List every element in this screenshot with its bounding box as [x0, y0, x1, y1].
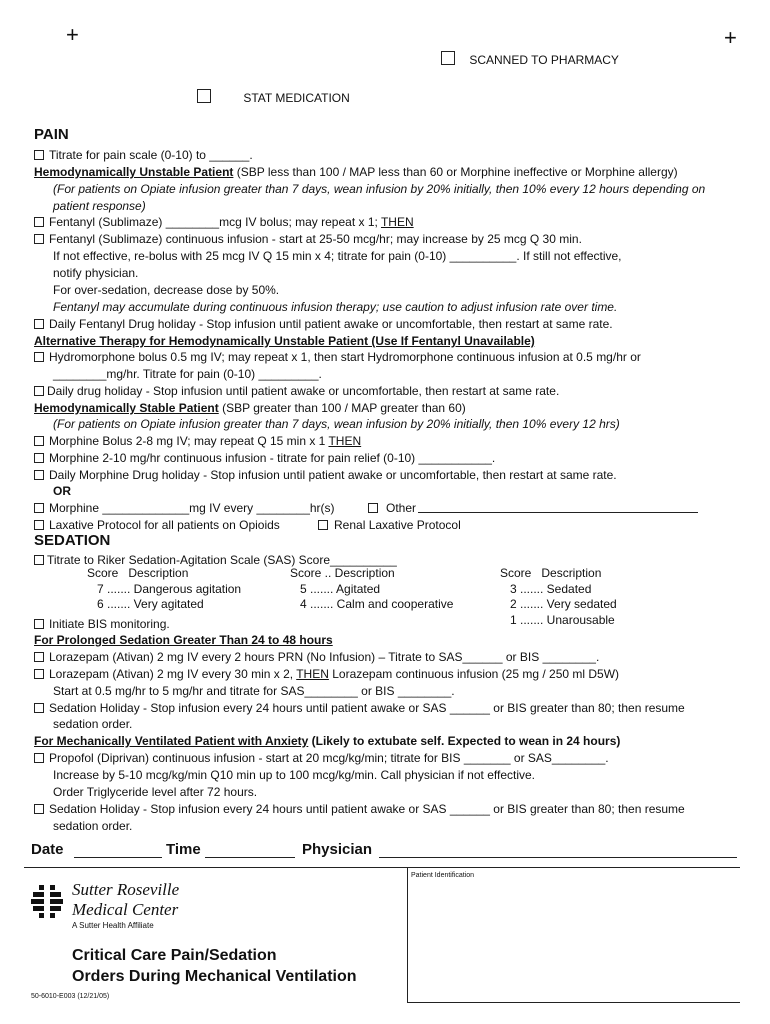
date-field[interactable]	[74, 857, 162, 858]
checkbox[interactable]	[34, 503, 44, 513]
footer-top-rule	[24, 867, 740, 868]
sedation-heading: SEDATION	[34, 532, 111, 549]
fentanyl-infusion-item[interactable]: Fentanyl (Sublimaze) continuous infusion - start at 25-50 mcg/hr; may increase by 25 mcg Q 30 min.	[34, 231, 582, 247]
unstable-note: (For patients on Opiate infusion greater than 7 days, wean infusion by 20% initially, then 10% every 12 hours depending on	[53, 182, 706, 196]
checkbox[interactable]	[34, 436, 44, 446]
sas-scale-column-3: Score Description 3 ....... Sedated 2 ....... Very sedated 1 ....... Unarousable	[500, 566, 617, 627]
footer-bottom-rule	[407, 1002, 740, 1003]
fentanyl-bolus-item[interactable]: Fentanyl (Sublimaze) ________mcg IV bolus; may repeat x 1; THEN	[34, 214, 414, 230]
mechanical-heading: For Mechanically Ventilated Patient with Anxiety (Likely to extubate self. Expected to wean in 24 hours)	[34, 734, 621, 748]
fentanyl-notify: notify physician.	[53, 266, 139, 280]
lorazepam-infusion-item[interactable]: Lorazepam (Ativan) 2 mg IV every 30 min x 2, THEN Lorazepam continuous infusion (25 mg / 250 ml D5W)	[34, 666, 619, 682]
fentanyl-holiday-item[interactable]: Daily Fentanyl Drug holiday - Stop infusion until patient awake or uncomfortable, then restart at same rate.	[34, 316, 613, 332]
checkbox[interactable]	[368, 503, 378, 513]
hydromorphone-holiday-item[interactable]: Daily drug holiday - Stop infusion until patient awake or uncomfortable, then restart at same rate.	[34, 383, 559, 399]
stat-medication-option[interactable]: STAT MEDICATION	[197, 89, 350, 105]
time-field[interactable]	[205, 857, 295, 858]
checkbox[interactable]	[34, 804, 44, 814]
pain-titrate-item[interactable]: Titrate for pain scale (0-10) to ______.	[34, 147, 253, 163]
stable-heading: Hemodynamically Stable Patient (SBP greater than 100 / MAP greater than 60)	[34, 401, 466, 415]
renal-laxative-item[interactable]: Renal Laxative Protocol	[318, 517, 461, 533]
hydromorphone-rate: ________mg/hr. Titrate for pain (0-10) _________.	[53, 367, 322, 381]
checkbox[interactable]	[34, 470, 44, 480]
or-label: OR	[53, 484, 71, 498]
lorazepam-prn-item[interactable]: Lorazepam (Ativan) 2 mg IV every 2 hours PRN (No Infusion) – Titrate to SAS______ or BIS ________.	[34, 649, 599, 665]
alternative-therapy-heading: Alternative Therapy for Hemodynamically Unstable Patient (Use If Fentanyl Unavailable)	[34, 334, 535, 348]
morphine-bolus-item[interactable]: Morphine Bolus 2-8 mg IV; may repeat Q 15 min x 1 THEN	[34, 433, 361, 449]
registration-mark-right: +	[724, 25, 737, 50]
stat-checkbox[interactable]	[197, 89, 211, 103]
physician-field[interactable]	[379, 857, 737, 858]
checkbox[interactable]	[34, 669, 44, 679]
propofol-increase: Increase by 5-10 mcg/kg/min Q10 min up to 100 mcg/kg/min. Call physician if not effective.	[53, 768, 536, 782]
other-blank-line[interactable]	[418, 512, 698, 513]
fentanyl-caution: Fentanyl may accumulate during continuous infusion therapy; use caution to adjust infusion rate over time.	[53, 300, 618, 314]
organization-name: Sutter Roseville Medical Center	[72, 880, 180, 919]
prolonged-heading: For Prolonged Sedation Greater Than 24 to 48 hours	[34, 633, 333, 647]
sas-scale-column-1: Score Description 7 ....... Dangerous agitation 6 ....... Very agitated	[87, 566, 242, 611]
fentanyl-oversedation: For over-sedation, decrease dose by 50%.	[53, 283, 280, 297]
checkbox[interactable]	[34, 703, 44, 713]
hydromorphone-item[interactable]: Hydromorphone bolus 0.5 mg IV; may repeat x 1, then start Hydromorphone continuous infusion at 0.5 mg/hr or	[34, 349, 641, 365]
stable-note: (For patients on Opiate infusion greater than 7 days, wean infusion by 20% initially, then 10% every 12 hrs)	[53, 417, 620, 431]
patient-identification-label: Patient Identification	[411, 872, 475, 879]
morphine-holiday-item[interactable]: Daily Morphine Drug holiday - Stop infusion until patient awake or uncomfortable, then restart at same rate.	[34, 467, 617, 483]
footer-divider	[407, 867, 408, 1003]
bis-item[interactable]: Initiate BIS monitoring.	[34, 616, 170, 632]
pain-heading: PAIN	[34, 126, 69, 143]
checkbox[interactable]	[34, 555, 44, 565]
sutter-logo-icon	[29, 883, 65, 919]
affiliate-label: A Sutter Health Affiliate	[72, 921, 154, 930]
checkbox[interactable]	[34, 150, 44, 160]
unstable-note-2: patient response)	[53, 199, 146, 213]
form-title: Critical Care Pain/Sedation Orders During Mechanical Ventilation	[72, 947, 357, 985]
laxative-item[interactable]: Laxative Protocol for all patients on Opioids	[34, 517, 280, 533]
checkbox[interactable]	[34, 352, 44, 362]
date-label: Date	[31, 841, 64, 858]
form-code: 50-6010-E003 (12/21/05)	[31, 993, 110, 1000]
other-item[interactable]: Other	[368, 500, 416, 516]
time-label: Time	[166, 841, 201, 858]
sedation-holiday-item-2[interactable]: Sedation Holiday - Stop infusion every 24 hours until patient awake or SAS ______ or BIS greater than 80; then resume	[34, 801, 685, 817]
checkbox[interactable]	[34, 386, 44, 396]
fentanyl-rebolus: If not effective, re-bolus with 25 mcg IV Q 15 min x 4; titrate for pain (0-10) __________. If still not effective,	[53, 249, 622, 263]
checkbox[interactable]	[34, 753, 44, 763]
checkbox[interactable]	[34, 652, 44, 662]
sas-scale-column-2: Score .. Description 5 ....... Agitated 4 ....... Calm and cooperative	[290, 566, 454, 611]
morphine-infusion-item[interactable]: Morphine 2-10 mg/hr continuous infusion - titrate for pain relief (0-10) ___________.	[34, 450, 495, 466]
checkbox[interactable]	[34, 520, 44, 530]
sedation-holiday-1-cont: sedation order.	[53, 717, 133, 731]
sedation-holiday-2-cont: sedation order.	[53, 819, 133, 833]
scanned-to-pharmacy-option[interactable]: SCANNED TO PHARMACY	[441, 51, 619, 67]
checkbox[interactable]	[34, 619, 44, 629]
checkbox[interactable]	[318, 520, 328, 530]
checkbox[interactable]	[34, 217, 44, 227]
checkbox[interactable]	[34, 453, 44, 463]
registration-mark-left: +	[66, 22, 79, 47]
morphine-iv-item[interactable]: Morphine _____________mg IV every ________hr(s)	[34, 500, 335, 516]
unstable-heading: Hemodynamically Unstable Patient (SBP less than 100 / MAP less than 60 or Morphine ineffective or Morphine allergy)	[34, 165, 678, 179]
physician-label: Physician	[302, 841, 373, 858]
riker-item[interactable]: Titrate to Riker Sedation-Agitation Scale (SAS) Score__________	[34, 552, 397, 568]
propofol-triglyceride: Order Triglyceride level after 72 hours.	[53, 785, 258, 799]
checkbox[interactable]	[34, 319, 44, 329]
lorazepam-rate: Start at 0.5 mg/hr to 5 mg/hr and titrate for SAS________ or BIS ________.	[53, 684, 455, 698]
checkbox[interactable]	[34, 234, 44, 244]
scanned-checkbox[interactable]	[441, 51, 455, 65]
sedation-holiday-item-1[interactable]: Sedation Holiday - Stop infusion every 24 hours until patient awake or SAS ______ or BIS greater than 80; then resume	[34, 700, 685, 716]
propofol-item[interactable]: Propofol (Diprivan) continuous infusion - start at 20 mcg/kg/min; titrate for BIS _______ or SAS________.	[34, 750, 609, 766]
